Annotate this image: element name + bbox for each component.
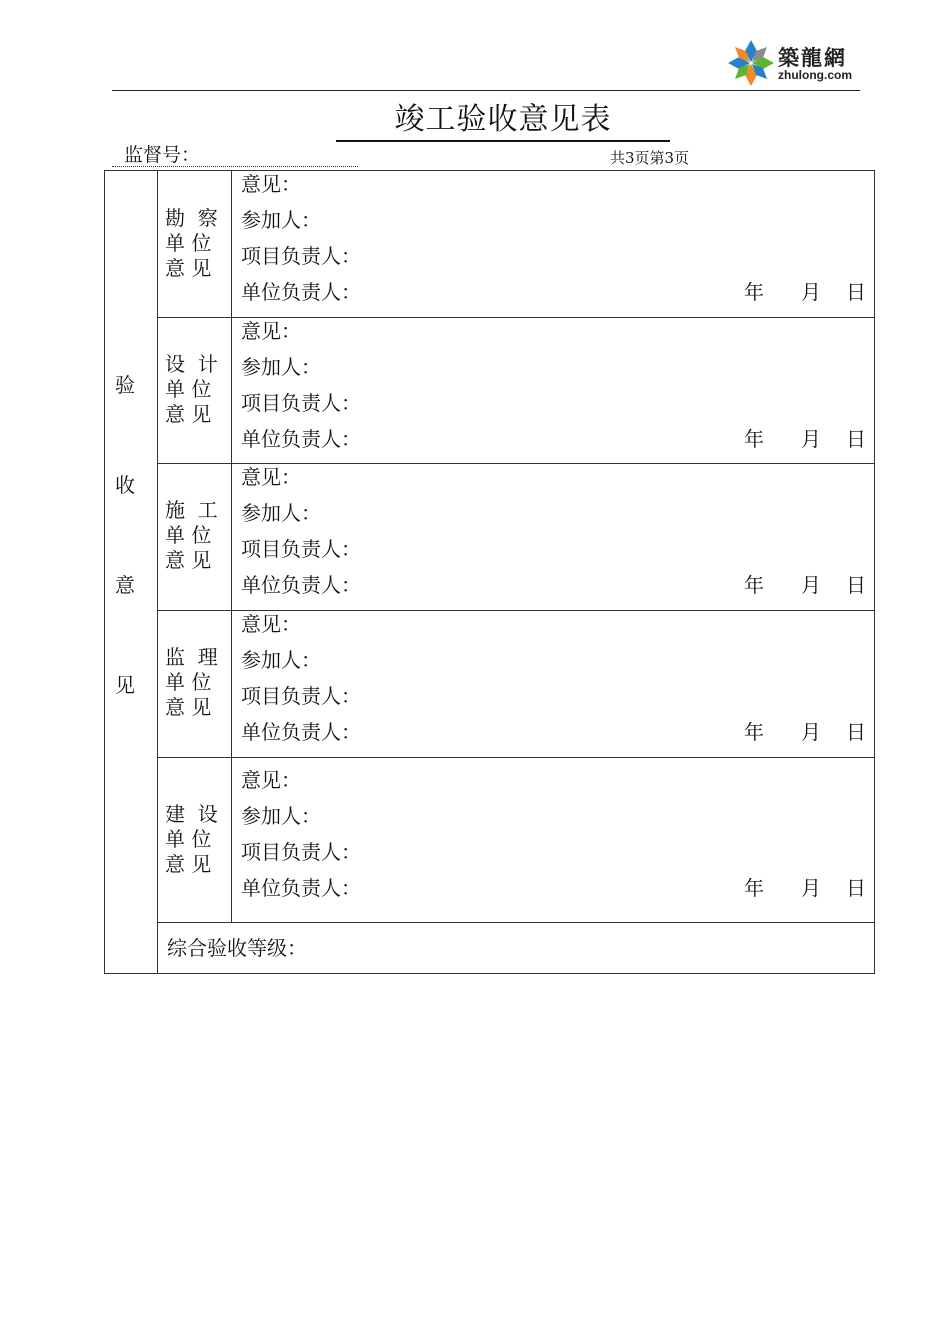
row-label [165,645,225,720]
project-lead-field[interactable]: 项目负责人： [241,391,361,415]
participants-field[interactable]: 参加人： [241,804,321,828]
unit-lead-field[interactable]: 单位负责人： [241,280,361,304]
row-label [165,802,225,877]
participants-field[interactable]: 参加人： [241,501,321,525]
acceptance-grade-field[interactable]: 综合验收等级： [167,936,307,960]
project-lead-field[interactable]: 项目负责人： [241,537,361,561]
row-label-line: 单 位 [165,231,212,255]
unit-lead-field[interactable]: 单位负责人： [241,573,361,597]
date-month: 月 [801,720,821,744]
date-day: 日 [846,720,866,744]
date-day: 日 [846,876,866,900]
row-label-line: 意 见 [165,548,212,572]
date-month: 月 [801,876,821,900]
zhulong-logo [726,38,866,88]
opinion-field[interactable]: 意见： [241,319,301,343]
logo-domain-text: zhulong.com [778,68,852,82]
table-row [157,171,874,318]
opinion-field[interactable]: 意见： [241,465,301,489]
row-label-line: 设 计 [165,352,218,376]
section-label-column [105,171,158,973]
row-label-cell [157,171,232,317]
row-label-line: 意 见 [165,695,212,719]
row-label-line: 意 见 [165,402,212,426]
page-info: 共3页第3页 [610,149,690,167]
section-label-char: 见 [115,673,135,697]
row-label-line: 意 见 [165,256,212,280]
logo-mark-icon [726,38,776,88]
section-label-char: 收 [115,473,135,497]
date-year: 年 [744,280,764,304]
unit-lead-field[interactable]: 单位负责人： [241,427,361,451]
section-label-char: 意 [115,573,135,597]
project-lead-field[interactable]: 项目负责人： [241,684,361,708]
participants-field[interactable]: 参加人： [241,355,321,379]
row-label-cell [157,610,232,757]
page-title: 竣工验收意见表 [336,100,670,142]
date-year: 年 [744,720,764,744]
date-day: 日 [846,427,866,451]
row-label-line: 监 理 [165,645,218,669]
row-label [165,352,225,427]
section-label-char: 验 [115,373,135,397]
supervision-number-field[interactable]: 监督号： [112,143,358,167]
row-label [165,498,225,573]
row-label-line: 意 见 [165,852,212,876]
row-label-line: 单 位 [165,377,212,401]
date-year: 年 [744,427,764,451]
row-label-line: 建 设 [165,802,218,826]
row-label-line: 勘 察 [165,206,218,230]
date-day: 日 [846,573,866,597]
unit-lead-field[interactable]: 单位负责人： [241,876,361,900]
project-lead-field[interactable]: 项目负责人： [241,840,361,864]
table-row [157,610,874,758]
opinion-field[interactable]: 意见： [241,172,301,196]
logo-chinese-text: 築龍網 [778,46,847,70]
table-row [157,317,874,464]
row-label [165,206,225,281]
date-month: 月 [801,427,821,451]
row-label-line: 单 位 [165,523,212,547]
header-rule [112,90,860,91]
participants-field[interactable]: 参加人： [241,648,321,672]
summary-row [157,922,874,973]
date-year: 年 [744,573,764,597]
row-label-line: 施 工 [165,498,218,522]
date-month: 月 [801,280,821,304]
date-month: 月 [801,573,821,597]
opinion-field[interactable]: 意见： [241,612,301,636]
date-year: 年 [744,876,764,900]
unit-lead-field[interactable]: 单位负责人： [241,720,361,744]
row-label-line: 单 位 [165,670,212,694]
row-label-cell [157,463,232,610]
table-row [157,757,874,923]
participants-field[interactable]: 参加人： [241,208,321,232]
project-lead-field[interactable]: 项目负责人： [241,244,361,268]
row-label-cell [157,317,232,463]
date-day: 日 [846,280,866,304]
row-label-cell [157,757,232,922]
row-label-line: 单 位 [165,827,212,851]
table-row [157,463,874,611]
acceptance-table [104,170,875,974]
opinion-field[interactable]: 意见： [241,768,301,792]
